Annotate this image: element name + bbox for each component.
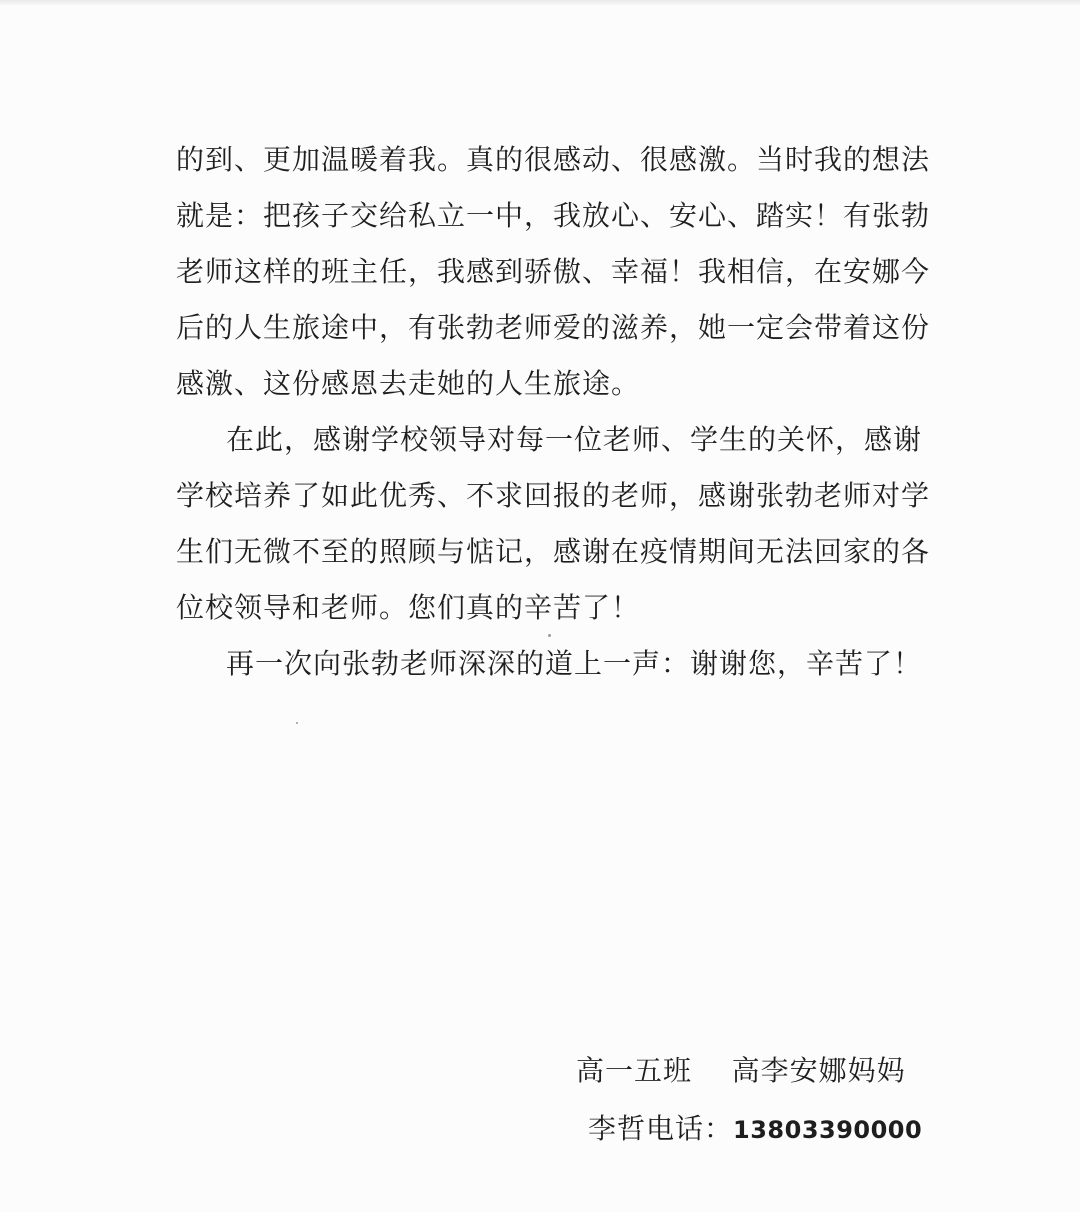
letter-line: 位校领导和老师。您们真的辛苦了！ <box>176 591 641 624</box>
letter-line: 生们无微不至的照顾与惦记，感谢在疫情期间无法回家的各 <box>176 535 931 568</box>
letter-line: 就是：把孩子交给私立一中，我放心、安心、踏实！有张勃 <box>176 199 931 232</box>
phone-line <box>576 1100 956 1158</box>
letter-closing-line: 再一次向张勃老师深深的道上一声：谢谢您，辛苦了！ <box>226 647 923 680</box>
scan-edge-shadow <box>0 0 1080 6</box>
signature-block <box>576 1042 956 1158</box>
signer-name: 高李安娜妈妈 <box>731 1054 906 1087</box>
signature-line <box>576 1042 956 1100</box>
letter-line: 后的人生旅途中，有张勃老师爱的滋养，她一定会带着这份 <box>176 311 931 344</box>
letter-paragraph-start: 在此，感谢学校领导对每一位老师、学生的关怀，感谢 <box>226 423 923 456</box>
scan-speck <box>296 722 298 724</box>
letter-line: 老师这样的班主任，我感到骄傲、幸福！我相信，在安娜今 <box>176 255 931 288</box>
letter-body <box>176 132 936 692</box>
signature-gap <box>692 1054 732 1087</box>
letter-line: 感激、这份感恩去走她的人生旅途。 <box>176 367 641 400</box>
letter-line: 学校培养了如此优秀、不求回报的老师，感谢张勃老师对学 <box>176 479 931 512</box>
class-name: 高一五班 <box>576 1054 693 1087</box>
letter-line: 的到、更加温暖着我。真的很感动、很感激。当时我的想法 <box>176 143 931 176</box>
phone-label: 李哲电话： <box>588 1112 734 1145</box>
phone-number: 13803390000 <box>733 1116 923 1144</box>
